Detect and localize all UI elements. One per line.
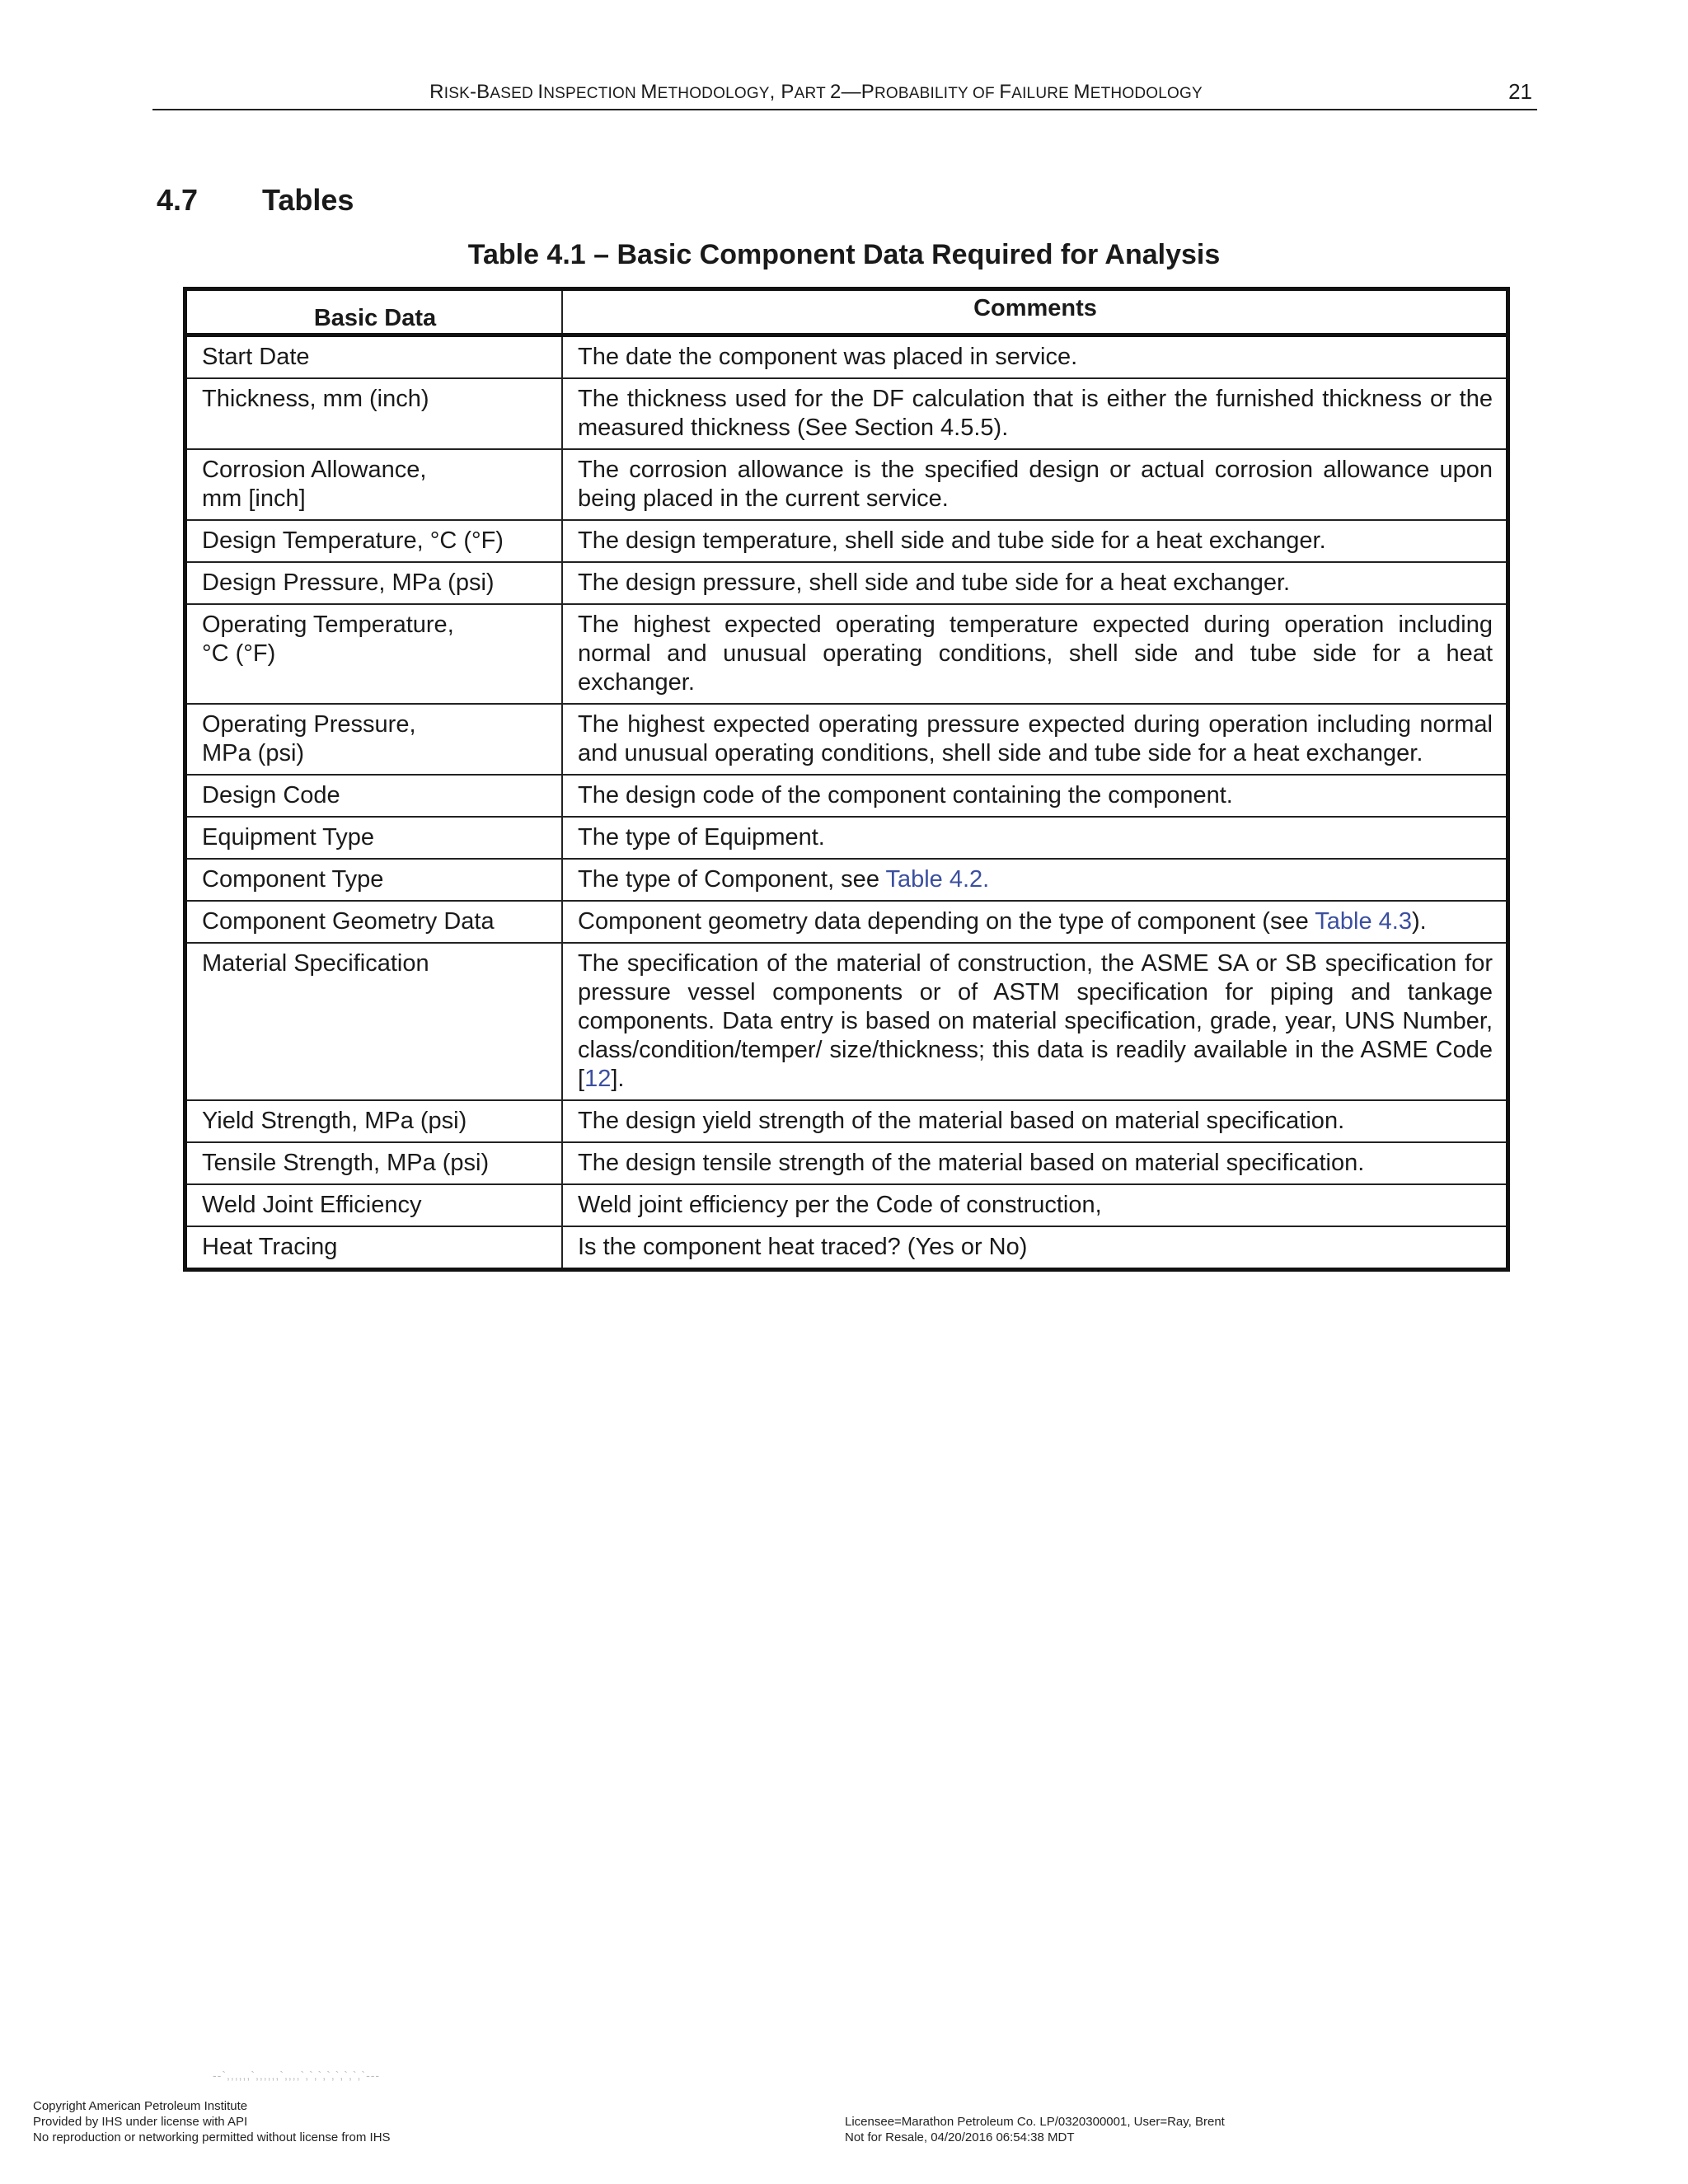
comment-cell xyxy=(562,943,1508,1100)
basic-data-label: Material Specification xyxy=(202,950,429,977)
basic-data-label: Design Temperature, °C (°F) xyxy=(202,527,504,554)
running-header-segment: NSPECTION xyxy=(543,85,641,102)
comment-cell xyxy=(562,704,1508,775)
basic-data-cell xyxy=(185,335,563,379)
basic-data-cell xyxy=(185,378,563,449)
running-header-segment: ISK xyxy=(443,85,470,102)
basic-data-label: Operating Temperature, xyxy=(202,612,454,638)
running-header-segment: R xyxy=(429,81,444,103)
comment-cell xyxy=(562,449,1508,520)
section-title: Tables xyxy=(262,183,354,217)
comment-text: The specification of the material of construction, the ASME SA or SB specification for pressure vessel components or of ASTM specification for piping and tankage components. Data entry is based on material specification, grade, year, UNS Number, class/condition/temper/ size/thickness; this data is readily available in the ASME Code [ xyxy=(578,950,1493,1092)
basic-data-label: Design Pressure, MPa (psi) xyxy=(202,569,495,596)
comment-text: The type of Component, see xyxy=(578,866,886,893)
comment-cell xyxy=(562,378,1508,449)
table-row xyxy=(185,449,1508,520)
basic-data-cell xyxy=(185,1226,563,1270)
comment-cell xyxy=(562,817,1508,859)
table-row xyxy=(185,1184,1508,1226)
footer-left-line: No reproduction or networking permitted without license from IHS xyxy=(33,2130,391,2144)
column-header-comments: Comments xyxy=(562,289,1508,335)
basic-data-cell xyxy=(185,943,563,1100)
running-header-title xyxy=(152,81,1479,104)
running-header-segment: AILURE xyxy=(1011,85,1074,102)
running-header xyxy=(152,77,1537,110)
comment-text: The design temperature, shell side and tube side for a heat exchanger. xyxy=(578,527,1326,554)
basic-data-cell xyxy=(185,859,563,901)
table-row xyxy=(185,901,1508,943)
basic-data-label: Weld Joint Efficiency xyxy=(202,1192,422,1218)
page-number: 21 xyxy=(1508,79,1532,104)
table-row xyxy=(185,378,1508,449)
basic-data-cell xyxy=(185,1142,563,1184)
basic-data-cell xyxy=(185,562,563,604)
table-row xyxy=(185,704,1508,775)
section-number: 4.7 xyxy=(157,183,199,217)
running-header-segment: ETHODOLOGY xyxy=(657,85,770,102)
comment-text: ]. xyxy=(611,1066,625,1092)
basic-data-label: Component Geometry Data xyxy=(202,908,495,935)
basic-data-label: Thickness, mm (inch) xyxy=(202,386,429,412)
comment-cell xyxy=(562,562,1508,604)
basic-data-cell xyxy=(185,604,563,704)
running-header-segment: -B xyxy=(469,81,490,103)
comment-text: Weld joint efficiency per the Code of construction, xyxy=(578,1192,1102,1218)
table-row xyxy=(185,943,1508,1100)
comment-cell xyxy=(562,775,1508,817)
basic-data-label: mm [inch] xyxy=(202,485,306,512)
comment-cell xyxy=(562,1184,1508,1226)
running-header-segment: ASED xyxy=(490,85,538,102)
table-row xyxy=(185,335,1508,379)
comment-text: The design tensile strength of the material based on material specification. xyxy=(578,1150,1365,1176)
running-header-segment: 2—P xyxy=(830,81,874,103)
comment-text: The thickness used for the DF calculation that is either the furnished thickness or the measured thickness (See Section 4.5.5). xyxy=(578,386,1493,441)
table-body xyxy=(185,335,1508,1270)
table-row xyxy=(185,817,1508,859)
cross-reference-link[interactable]: Table 4.3 xyxy=(1315,908,1412,935)
basic-data-label: Tensile Strength, MPa (psi) xyxy=(202,1150,490,1176)
comment-text: ). xyxy=(1411,908,1427,935)
cross-reference-link[interactable]: Table 4.2. xyxy=(885,866,990,893)
comment-text: The highest expected operating pressure expected during operation including normal and unusual operating conditions, shell side and tube side for a heat exchanger. xyxy=(578,711,1493,766)
running-header-segment: F xyxy=(999,81,1012,103)
basic-data-label: Equipment Type xyxy=(202,824,375,851)
comment-cell xyxy=(562,335,1508,379)
footer-dots: --`,,,,,,`,,,,,,`,,,,`,`,`,`,`,`,`,`--- xyxy=(213,2069,381,2082)
basic-data-cell xyxy=(185,901,563,943)
footer-copyright xyxy=(33,2098,391,2145)
basic-component-data-table xyxy=(183,287,1510,1272)
comment-text: Component geometry data depending on the type of component (see xyxy=(578,908,1315,935)
comment-cell xyxy=(562,520,1508,562)
table-row xyxy=(185,604,1508,704)
table-row xyxy=(185,1226,1508,1270)
cross-reference-link[interactable]: 12 xyxy=(584,1066,612,1092)
comment-text: The date the component was placed in service. xyxy=(578,344,1078,370)
basic-data-label: Corrosion Allowance, xyxy=(202,457,427,483)
comment-cell xyxy=(562,859,1508,901)
basic-data-label: Component Type xyxy=(202,866,384,893)
table-row xyxy=(185,775,1508,817)
comment-text: The corrosion allowance is the specified design or actual corrosion allowance upon being placed in the current service. xyxy=(578,457,1493,512)
footer-license xyxy=(845,2114,1225,2145)
basic-data-label: °C (°F) xyxy=(202,640,276,667)
basic-data-label: Operating Pressure, xyxy=(202,711,416,738)
comment-cell xyxy=(562,1226,1508,1270)
table-caption: Table 4.1 – Basic Component Data Required for Analysis xyxy=(467,239,1221,270)
table-header-row xyxy=(185,289,1508,335)
basic-data-cell xyxy=(185,1100,563,1142)
comment-text: The highest expected operating temperature expected during operation including normal and unusual operating conditions, shell side and tube side for a heat exchanger. xyxy=(578,612,1493,696)
comment-text: The design yield strength of the material based on material specification. xyxy=(578,1108,1345,1134)
table-row xyxy=(185,520,1508,562)
comment-text: Is the component heat traced? (Yes or No) xyxy=(578,1234,1028,1260)
section-heading xyxy=(157,183,354,218)
comment-cell xyxy=(562,604,1508,704)
running-header-segment: I xyxy=(537,81,544,103)
basic-data-label: MPa (psi) xyxy=(202,740,305,766)
table-row xyxy=(185,1100,1508,1142)
table-row xyxy=(185,562,1508,604)
footer-left-line: Provided by IHS under license with API xyxy=(33,2115,248,2129)
running-header-segment: ETHODOLOGY xyxy=(1090,85,1203,102)
footer-right-line: Not for Resale, 04/20/2016 06:54:38 MDT xyxy=(845,2130,1075,2144)
column-header-basic-data: Basic Data xyxy=(185,289,563,335)
basic-data-label: Yield Strength, MPa (psi) xyxy=(202,1108,467,1134)
comment-text: The type of Equipment. xyxy=(578,824,825,851)
basic-data-cell xyxy=(185,1184,563,1226)
running-header-segment: M xyxy=(1073,81,1090,103)
comment-text: The design code of the component containing the component. xyxy=(578,782,1233,808)
running-header-segment: , P xyxy=(769,81,795,103)
comment-cell xyxy=(562,1142,1508,1184)
basic-data-cell xyxy=(185,817,563,859)
basic-data-label: Start Date xyxy=(202,344,310,370)
basic-data-label: Heat Tracing xyxy=(202,1234,338,1260)
table-row xyxy=(185,859,1508,901)
footer-right-line: Licensee=Marathon Petroleum Co. LP/0320300001, User=Ray, Brent xyxy=(845,2115,1225,2129)
running-header-segment: M xyxy=(640,81,658,103)
table-header xyxy=(185,289,1508,335)
comment-cell xyxy=(562,901,1508,943)
footer-left-line: Copyright American Petroleum Institute xyxy=(33,2099,248,2113)
basic-data-cell xyxy=(185,449,563,520)
comment-text: The design pressure, shell side and tube side for a heat exchanger. xyxy=(578,569,1291,596)
running-header-segment: ART xyxy=(794,85,831,102)
table-row xyxy=(185,1142,1508,1184)
running-header-segment: ROBABILITY OF xyxy=(874,85,1000,102)
basic-data-cell xyxy=(185,775,563,817)
basic-data-cell xyxy=(185,704,563,775)
basic-data-label: Design Code xyxy=(202,782,340,808)
comment-cell xyxy=(562,1100,1508,1142)
basic-data-cell xyxy=(185,520,563,562)
